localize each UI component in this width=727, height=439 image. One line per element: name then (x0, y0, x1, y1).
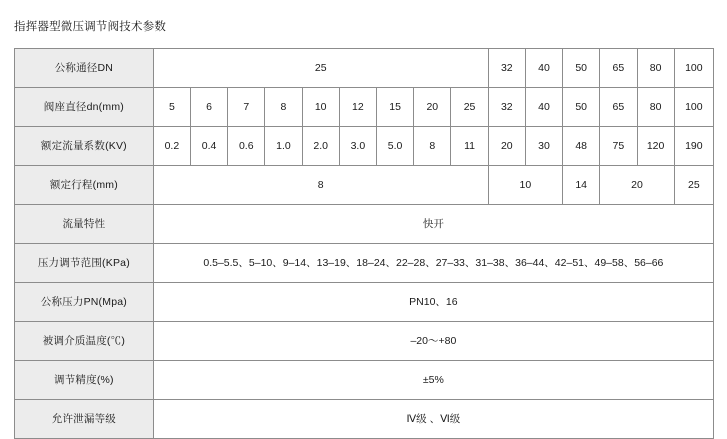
table-cell: 50 (563, 49, 600, 88)
table-cell: 100 (674, 49, 713, 88)
table-cell: 65 (600, 49, 637, 88)
table-cell: 25 (153, 49, 488, 88)
row-header: 压力调节范围(KPa) (15, 244, 154, 283)
table-cell: 0.4 (190, 127, 227, 166)
table-cell: 120 (637, 127, 674, 166)
table-cell: 7 (228, 88, 265, 127)
row-header: 公称压力PN(Mpa) (15, 283, 154, 322)
table-cell: 50 (563, 88, 600, 127)
table-cell: 75 (600, 127, 637, 166)
table-row (15, 322, 714, 361)
table-row (15, 400, 714, 439)
table-row (15, 361, 714, 400)
table-cell: 80 (637, 88, 674, 127)
row-header: 被调介质温度(℃) (15, 322, 154, 361)
table-cell: 20 (600, 166, 674, 205)
table-cell: 8 (414, 127, 451, 166)
table-cell: 0.6 (228, 127, 265, 166)
table-cell: 32 (488, 88, 525, 127)
table-cell: 48 (563, 127, 600, 166)
table-cell: 40 (525, 88, 562, 127)
table-cell: 10 (302, 88, 339, 127)
table-cell: 6 (190, 88, 227, 127)
row-header: 额定流量系数(KV) (15, 127, 154, 166)
table-cell: 快开 (153, 205, 713, 244)
table-cell: 20 (414, 88, 451, 127)
table-cell: PN10、16 (153, 283, 713, 322)
row-header: 调节精度(%) (15, 361, 154, 400)
table-cell: 40 (525, 49, 562, 88)
table-cell: 25 (674, 166, 713, 205)
table-cell: 32 (488, 49, 525, 88)
table-row (15, 127, 714, 166)
table-cell: 190 (674, 127, 713, 166)
table-cell: 80 (637, 49, 674, 88)
table-cell: 1.0 (265, 127, 302, 166)
table-row (15, 283, 714, 322)
table-cell: 25 (451, 88, 488, 127)
table-cell: 12 (339, 88, 376, 127)
table-row (15, 244, 714, 283)
row-header: 流量特性 (15, 205, 154, 244)
table-cell: 14 (563, 166, 600, 205)
row-header: 公称通径DN (15, 49, 154, 88)
table-cell: 5 (153, 88, 190, 127)
spec-table (14, 48, 714, 439)
table-cell: 30 (525, 127, 562, 166)
row-header: 阀座直径dn(mm) (15, 88, 154, 127)
table-cell: 5.0 (376, 127, 413, 166)
table-cell: 3.0 (339, 127, 376, 166)
table-cell: 8 (265, 88, 302, 127)
table-cell: 65 (600, 88, 637, 127)
table-row (15, 166, 714, 205)
table-cell: –20～+80 (153, 322, 713, 361)
table-row (15, 88, 714, 127)
row-header: 允许泄漏等级 (15, 400, 154, 439)
spec-table-container (14, 48, 714, 439)
table-cell: 8 (153, 166, 488, 205)
table-cell: 0.2 (153, 127, 190, 166)
table-cell: 0.5–5.5、5–10、9–14、13–19、18–24、22–28、27–33、31–38、36–44、42–51、49–58、56–66 (153, 244, 713, 283)
table-row (15, 49, 714, 88)
table-cell: ±5% (153, 361, 713, 400)
table-row (15, 205, 714, 244)
page-title: 指挥器型微压调节阀技术参数 (14, 21, 167, 33)
table-cell: 11 (451, 127, 488, 166)
table-cell: Ⅳ级 、Ⅵ级 (153, 400, 713, 439)
table-cell: 10 (488, 166, 562, 205)
table-cell: 15 (376, 88, 413, 127)
table-cell: 2.0 (302, 127, 339, 166)
row-header: 额定行程(mm) (15, 166, 154, 205)
table-cell: 20 (488, 127, 525, 166)
table-cell: 100 (674, 88, 713, 127)
spec-table-body (15, 49, 714, 439)
